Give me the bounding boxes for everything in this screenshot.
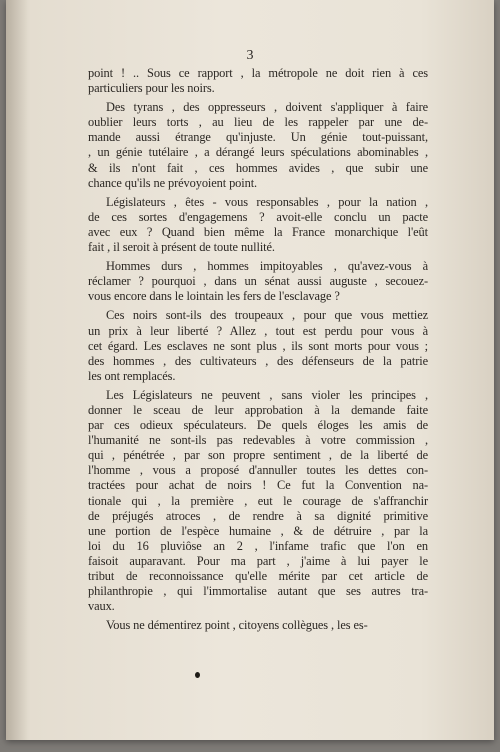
text-line: mande aussi étrange qu'injuste. Un génie tout-puissant, — [88, 130, 428, 145]
text-line: oublier leurs torts , au lieu de les rappeler par une de- — [88, 115, 428, 130]
paragraph — [88, 388, 428, 614]
text-line: point ! .. Sous ce rapport , la métropole ne doit rien à ces — [88, 66, 428, 80]
text-line: Législateurs , êtes - vous responsables , pour la nation , — [106, 194, 428, 209]
paragraph — [88, 308, 428, 383]
text-line: des hommes , des cultivateurs , des défenseurs de la patrie — [88, 353, 428, 368]
text-line: cet égard. Les esclaves ne sont plus , ils sont morts pour vous ; — [88, 338, 428, 353]
text-line: les ont remplacés. — [88, 368, 176, 383]
paragraph — [88, 100, 428, 191]
text-line: tractées pour achat de noirs ! Ce fut la Convention na- — [88, 478, 428, 493]
text-line: vaux. — [88, 599, 115, 614]
text-line: donner le sceau de leur approbation à la demande faite — [88, 402, 428, 417]
text-line: faisoit auparavant. Pour ma part , j'aime à lui payer le — [88, 553, 428, 568]
text-line: Ces noirs sont-ils des troupeaux , pour que vous mettiez — [106, 308, 428, 323]
text-line: avec eux ? Quand bien même la France monarchique l'eût — [88, 224, 428, 239]
text-line: qui , pénétrée , par son propre sentiment , de la liberté de — [88, 448, 428, 463]
text-line: fait , il seroit à présent de toute nullité. — [88, 240, 275, 255]
paragraph — [88, 195, 428, 255]
text-line: loi du 16 pluviôse an 2 , l'infame trafic que l'on en — [88, 538, 428, 553]
text-line: vous encore dans le lointain les fers de l'esclavage ? — [88, 289, 340, 304]
text-line: un prix à leur liberté ? Allez , tout est perdu pour vous à — [88, 323, 428, 338]
text-line: Hommes durs , hommes impitoyables , qu'avez-vous à — [106, 259, 428, 274]
text-line: réclamer ? pourquoi , dans un sénat aussi auguste , secouez- — [88, 274, 428, 289]
text-line: , un génie tutélaire , a dérangé leurs spéculations abominables , — [88, 145, 428, 160]
text-line: Les Législateurs ne peuvent , sans violer les principes , — [106, 387, 428, 402]
text-line: une portion de l'espèce humaine , & de détruire , par la — [88, 523, 428, 538]
text-line: de ces sortes d'engagemens ? avoit-elle conclu un pacte — [88, 209, 428, 224]
document-page — [6, 0, 494, 740]
body-text — [88, 66, 428, 637]
paragraph — [88, 618, 428, 633]
text-line: Des tyrans , des oppresseurs , doivent s'appliquer à faire — [106, 100, 428, 115]
text-line: l'homme , vous a proposé d'annuller toutes les dettes con- — [88, 463, 428, 478]
text-line: & ils n'ont fait , ces hommes avides , que subir une — [88, 160, 428, 175]
text-line: particuliers pour les noirs. — [88, 81, 215, 96]
text-line: chance qu'ils ne prévoyoient point. — [88, 175, 258, 190]
page-number: 3 — [246, 48, 254, 63]
text-line: philanthropie , qui l'immortalise autant que ses autres tra- — [88, 584, 428, 599]
text-line: Vous ne démentirez point , citoyens collègues , les es- — [106, 618, 368, 633]
ink-spot — [195, 672, 200, 678]
text-line: tribut de reconnoissance qu'elle mérite par cet article de — [88, 569, 428, 583]
paragraph — [88, 259, 428, 304]
paragraph — [88, 66, 428, 96]
text-line: par ces odieux spéculateurs. De quels éloges les amis de — [88, 418, 428, 433]
text-line: l'humanité ne sont-ils pas redevables à votre commission , — [88, 433, 428, 448]
text-line: de préjugés atroces , de rendre à sa dignité primitive — [88, 508, 428, 523]
text-line: tionale qui , la première , eut le courage de s'affranchir — [88, 493, 428, 508]
